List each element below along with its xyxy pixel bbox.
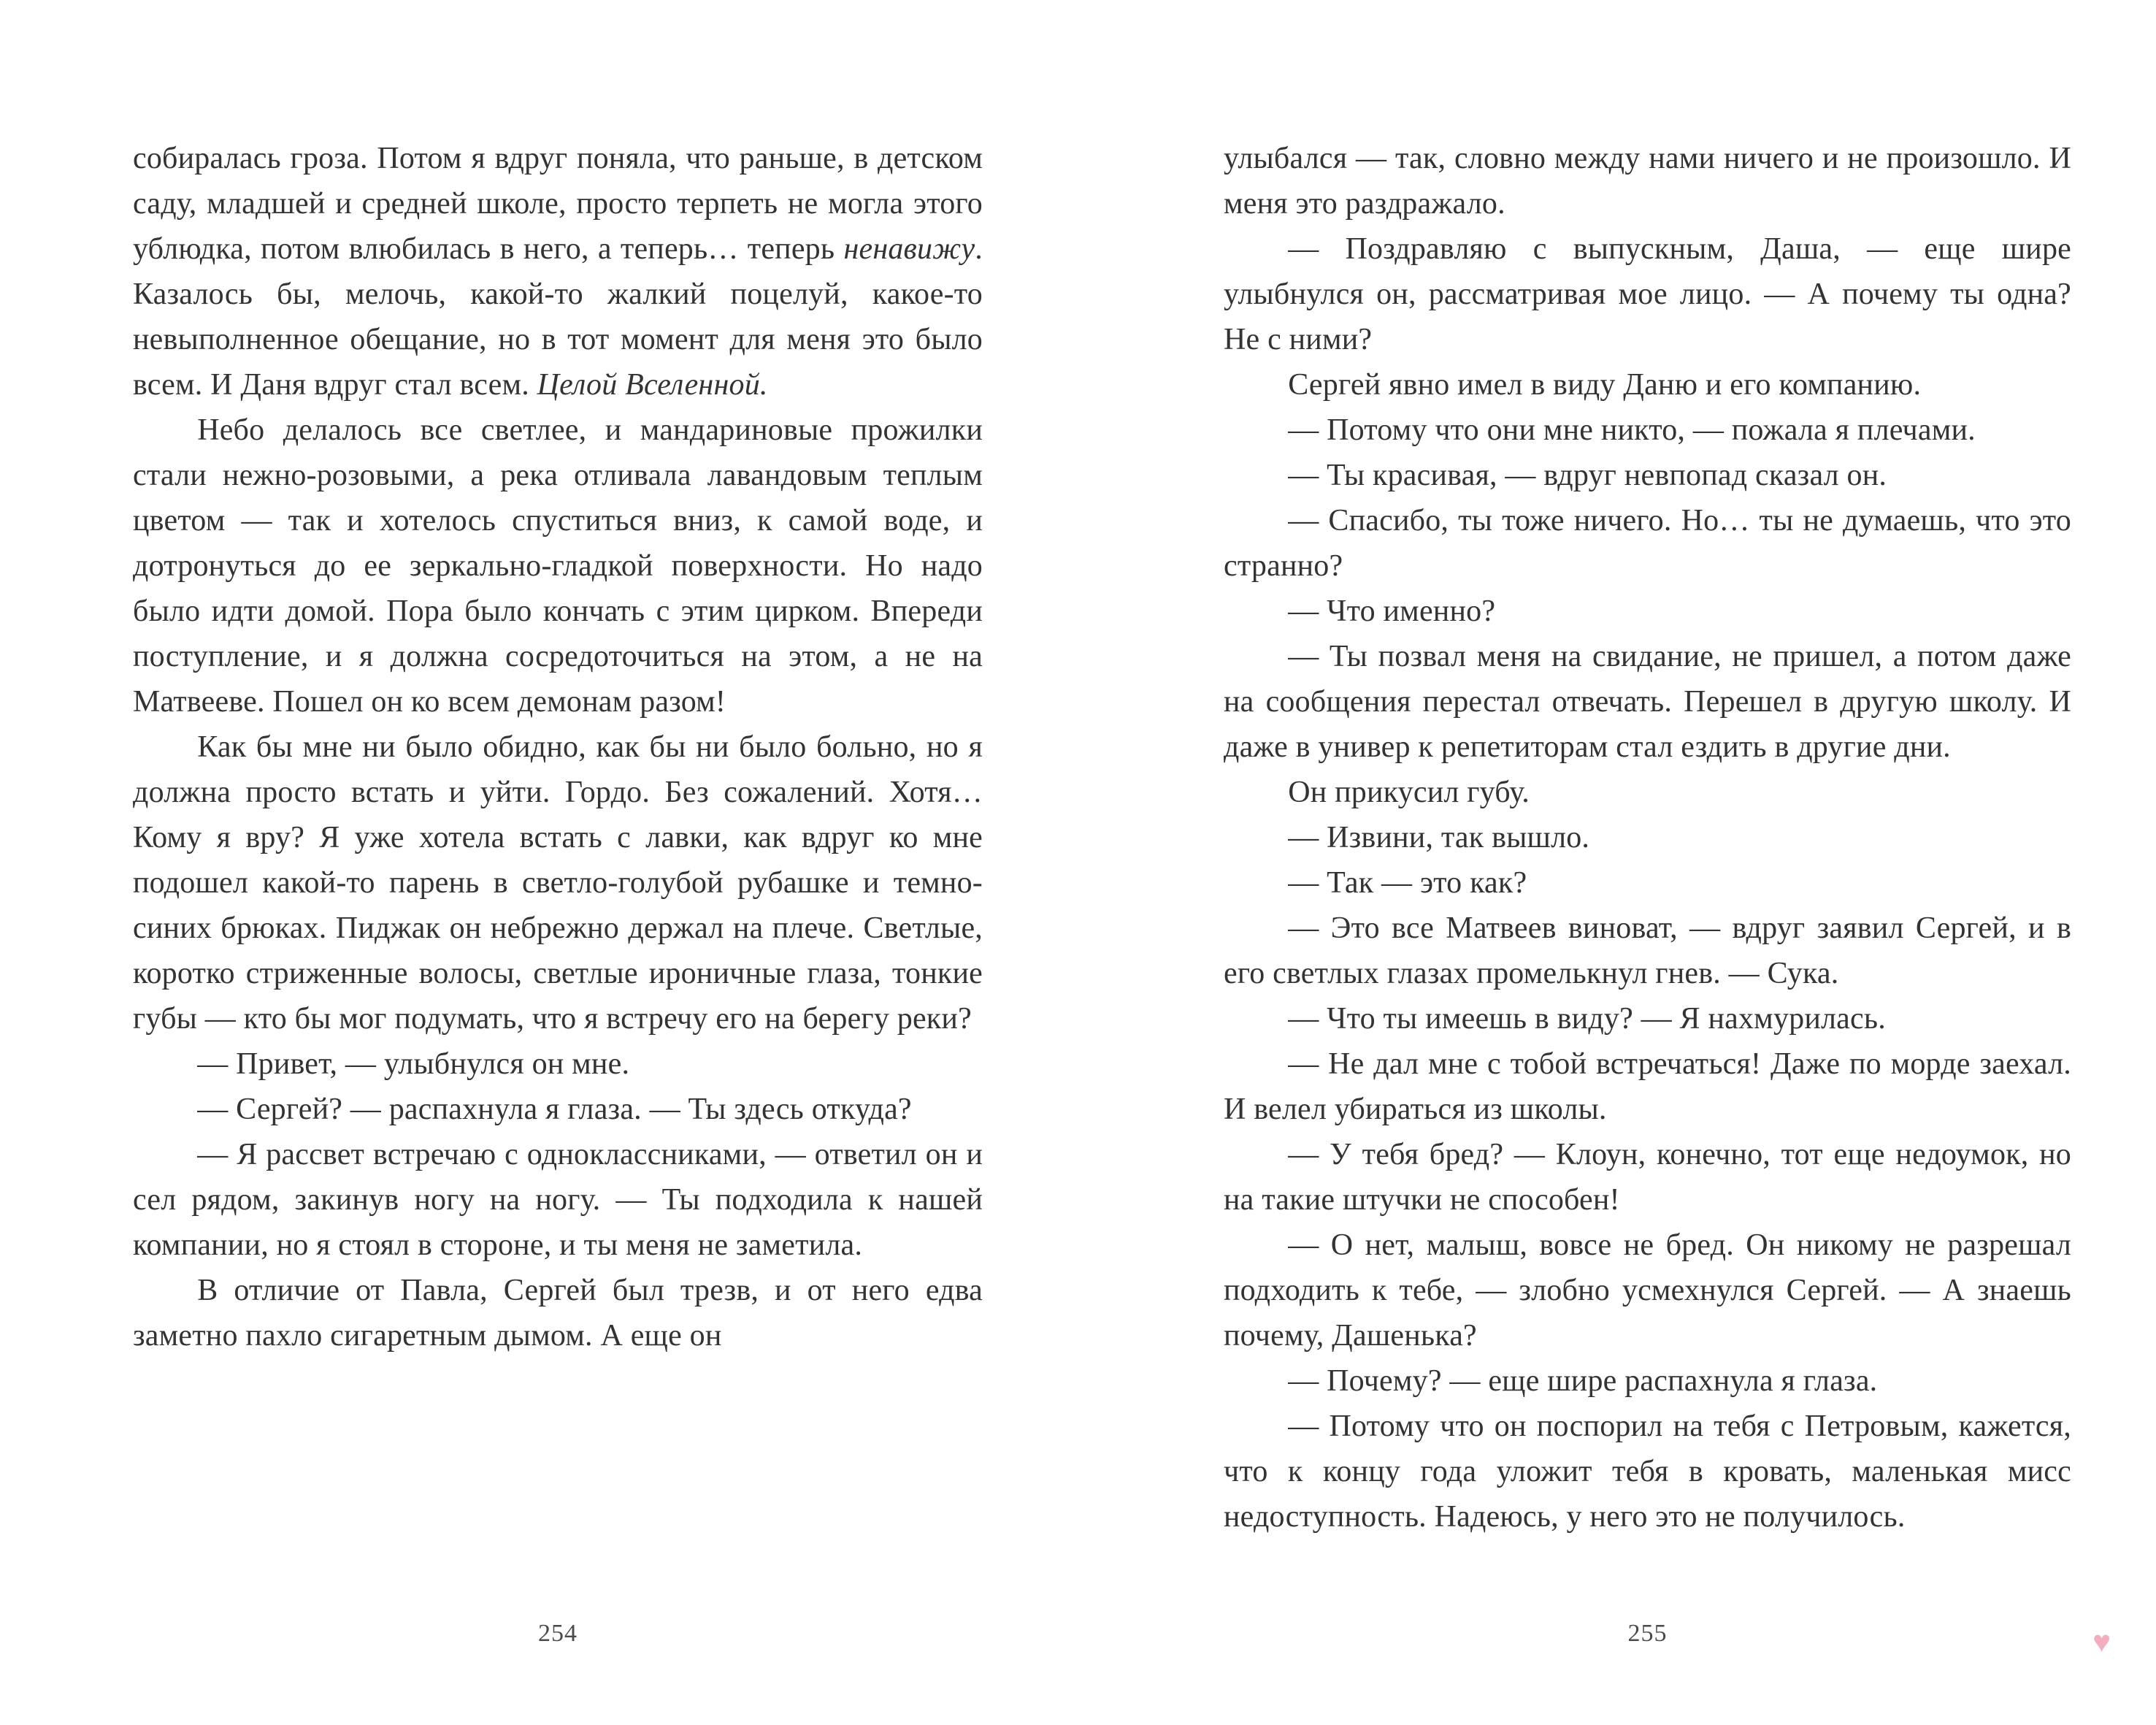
paragraph [1224, 1041, 2071, 1132]
paragraph [1224, 226, 2071, 362]
paragraph [1224, 1404, 2071, 1540]
text-run: — Спасибо, ты тоже ничего. Но… ты не думаешь, что это странно? [1224, 504, 2071, 583]
text-run: — Что именно? [1288, 594, 1496, 628]
text-run: — Потому что они мне никто, — пожала я плечами. [1288, 413, 1976, 447]
paragraph [1224, 498, 2071, 589]
text-run: собиралась гроза. Потом я вдруг поняла, что раньше, в детском саду, младшей и средней школе, просто терпеть не могла этого ублюдка, потом влюбилась в него, а теперь… теперь [133, 142, 983, 266]
text-run: — Потому что он поспорил на тебя с Петровым, кажется, что к концу года уложит тебя в кровать, маленькая мисс недоступность. Надеюсь, у него это не получилось. [1224, 1410, 2071, 1534]
text-run: — Извини, так вышло. [1288, 821, 1590, 854]
paragraph [1224, 1132, 2071, 1223]
text-run: — О нет, малыш, вовсе не бред. Он никому не разрешал подходить к тебе, — злобно усмехнулся Сергей. — А знаешь почему, Дашенька? [1224, 1228, 2071, 1353]
paragraph [1224, 860, 2071, 906]
page-left-text [133, 136, 983, 1358]
text-run: . Казалось бы, мелочь, какой-то жалкий поцелуй, какое-то невыполненное обещание, но в тот момент для меня это было всем. И Даня вдруг стал всем. [133, 232, 983, 402]
paragraph [133, 724, 983, 1041]
paragraph [1224, 1223, 2071, 1358]
text-run: В отличие от Павла, Сергей был трезв, и от него едва заметно пахло сигаретным дымом. А еще он [133, 1274, 983, 1353]
text-run: — Это все Матвеев виноват, — вдруг заявил Сергей, и в его светлых глазах промелькнул гнев. — Сука. [1224, 911, 2071, 990]
text-run-italic: ненавижу [843, 232, 975, 266]
paragraph [133, 1268, 983, 1358]
paragraph [1224, 453, 2071, 498]
text-run: — Привет, — улыбнулся он мне. [197, 1047, 630, 1081]
heart-icon[interactable]: ♥ [2092, 1626, 2111, 1659]
paragraph [1224, 1358, 2071, 1404]
text-run-italic: Целой Вселенной. [537, 368, 768, 402]
paragraph [1224, 815, 2071, 860]
paragraph [1224, 136, 2071, 226]
paragraph [133, 1087, 983, 1132]
paragraph [133, 1041, 983, 1087]
paragraph [1224, 906, 2071, 996]
text-run: — Что ты имеешь в виду? — Я нахмурилась. [1288, 1002, 1886, 1036]
paragraph [1224, 996, 2071, 1041]
text-run: — Ты позвал меня на свидание, не пришел, а потом даже на сообщения перестал отвечать. Перешел в другую школу. И даже в универ к репетиторам стал ездить в другие дни. [1224, 640, 2071, 764]
text-run: улыбался — так, словно между нами ничего и не произошло. И меня это раздражало. [1224, 142, 2071, 221]
page-right [1078, 0, 2155, 1725]
paragraph [133, 136, 983, 408]
page-right-text [1224, 136, 2071, 1540]
paragraph [1224, 634, 2071, 770]
text-run: — Ты красивая, — вдруг невпопад сказал он. [1288, 459, 1887, 492]
text-run: — У тебя бред? — Клоун, конечно, тот еще недоумок, но на такие штучки не способен! [1224, 1138, 2071, 1217]
paragraph [1224, 589, 2071, 634]
text-run: — Сергей? — распахнула я глаза. — Ты здесь откуда? [197, 1093, 912, 1126]
paragraph [133, 408, 983, 724]
text-run: Небо делалось все светлее, и мандариновые прожилки стали нежно-розовыми, а река отливала лавандовым теплым цветом — так и хотелось спуститься вниз, к самой воде, и дотронуться до ее зеркально-гладкой поверхности. Но надо было идти домой. Пора было кончать с этим цирком. Впереди поступление, и я должна сосредоточиться на этом, а не на Матвееве. Пошел он ко всем демонам разом! [133, 413, 983, 719]
text-run: Как бы мне ни было обидно, как бы ни было больно, но я должна просто встать и уйти. Гордо. Без сожалений. Хотя… Кому я вру? Я уже хотела встать с лавки, как вдруг ко мне подошел какой-то парень в светло-голубой рубашке и темно-синих брюках. Пиджак он небрежно держал на плече. Светлые, коротко стриженные волосы, светлые ироничные глаза, тонкие губы — кто бы мог подумать, что я встречу его на берегу реки? [133, 730, 983, 1036]
text-run: Он прикусил губу. [1288, 776, 1530, 809]
text-run: — Так — это как? [1288, 866, 1527, 900]
page-number-right: 255 [1627, 1620, 1668, 1647]
page-number-left: 254 [538, 1620, 578, 1647]
text-run: — Поздравляю с выпускным, Даша, — еще шире улыбнулся он, рассматривая мое лицо. — А почему ты одна? Не с ними? [1224, 232, 2071, 356]
text-run: — Я рассвет встречаю с одноклассниками, — ответил он и сел рядом, закинув ногу на ногу. — Ты подходила к нашей компании, но я стоял в стороне, и ты меня не заметила. [133, 1138, 983, 1262]
text-run: — Не дал мне с тобой встречаться! Даже по морде заехал. И велел убираться из школы. [1224, 1047, 2071, 1126]
paragraph [133, 1132, 983, 1268]
paragraph [1224, 408, 2071, 453]
text-run: — Почему? — еще шире распахнула я глаза. [1288, 1364, 1878, 1398]
paragraph [1224, 362, 2071, 408]
text-run: Сергей явно имел в виду Даню и его компанию. [1288, 368, 1922, 402]
paragraph [1224, 770, 2071, 815]
